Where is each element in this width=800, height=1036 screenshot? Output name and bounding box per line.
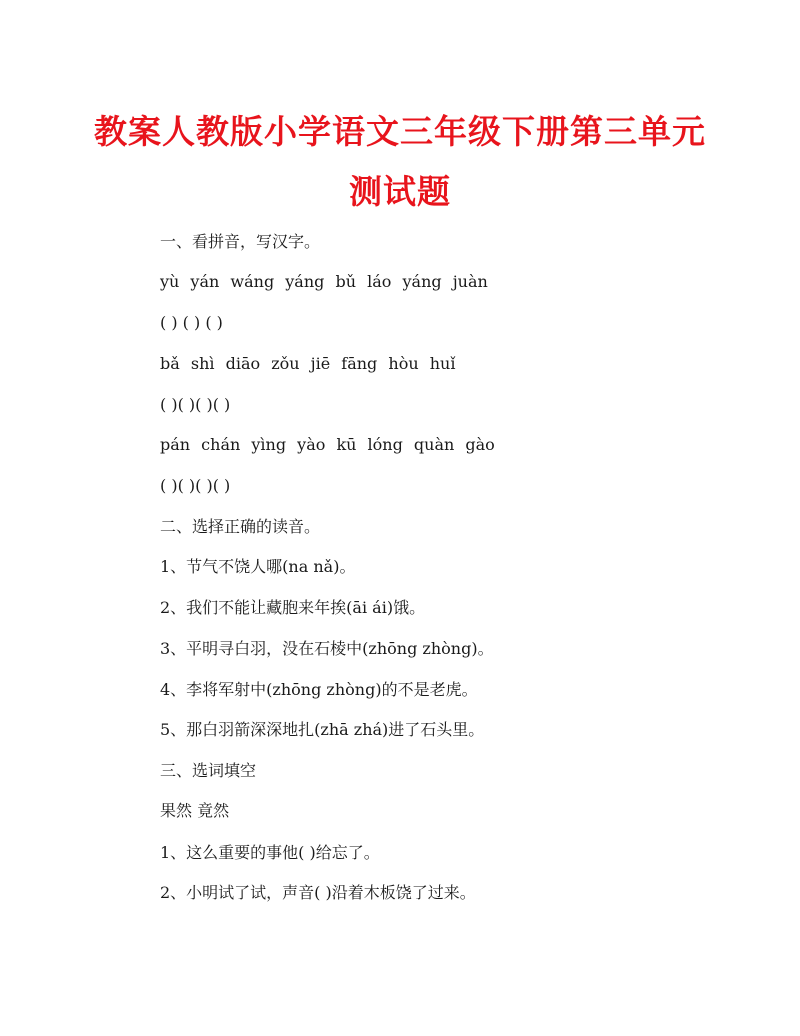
question-2-2: 2、我们不能让藏胞来年挨(āi ái)饿。 (160, 598, 426, 617)
pinyin-row-1: yù yán wáng yáng bǔ láo yáng juàn (160, 272, 488, 291)
section-3-heading: 三、选词填空 (160, 761, 257, 780)
document-title-line-1: 教案人教版小学语文三年级下册第三单元 (94, 112, 706, 151)
answer-blanks-row-3: ( )( )( )( ) (160, 476, 231, 495)
question-3-1: 1、这么重要的事他( )给忘了。 (160, 843, 380, 862)
question-3-2: 2、小明试了试，声音( )沿着木板饶了过来。 (160, 883, 476, 902)
question-2-1: 1、节气不饶人哪(na nǎ)。 (160, 557, 356, 576)
question-2-5: 5、那白羽箭深深地扎(zhā zhá)进了石头里。 (160, 720, 485, 739)
pinyin-row-3: pán chán yìng yào kū lóng quàn gào (160, 435, 495, 454)
section-1-heading: 一、看拼音，写汉字。 (160, 232, 321, 251)
answer-blanks-row-1: ( ) ( ) ( ) (160, 313, 223, 332)
question-2-3: 3、平明寻白羽，没在石棱中(zhōng zhòng)。 (160, 639, 494, 658)
pinyin-row-2: bǎ shì diāo zǒu jiē fāng hòu huǐ (160, 354, 456, 373)
section-2-heading: 二、选择正确的读音。 (160, 517, 321, 536)
question-2-4: 4、李将军射中(zhōng zhòng)的不是老虎。 (160, 680, 478, 699)
document-title-line-2: 测试题 (349, 172, 451, 211)
word-choices: 果然 竟然 (160, 801, 230, 820)
answer-blanks-row-2: ( )( )( )( ) (160, 395, 231, 414)
